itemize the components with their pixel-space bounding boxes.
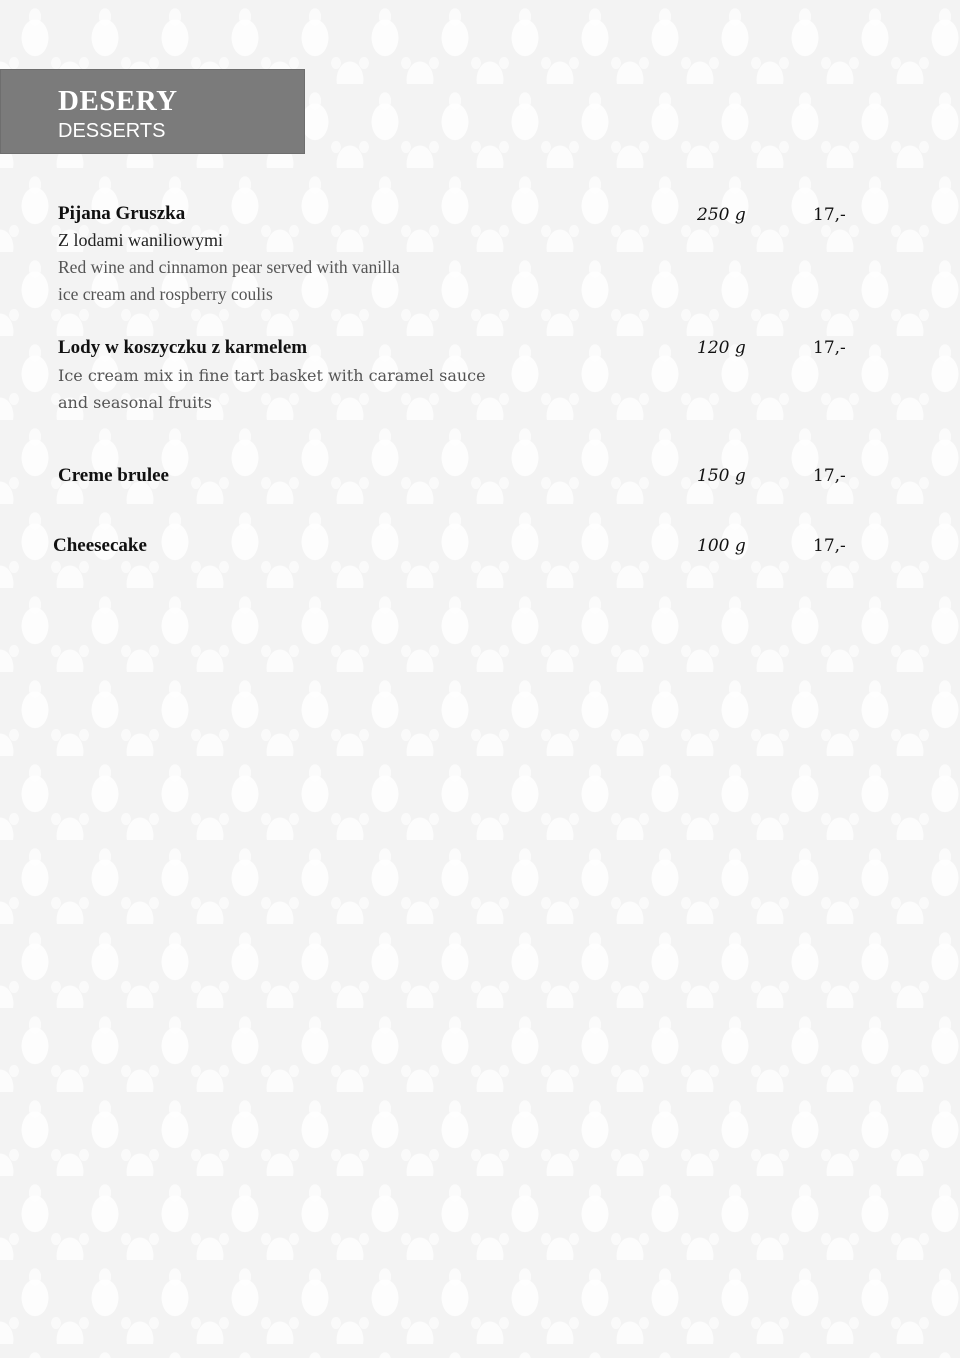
item-price: 17,- (813, 466, 846, 486)
item-price: 17,- (813, 536, 846, 556)
section-title: DESERY (58, 85, 178, 117)
menu-item-pijana-gruszka (58, 200, 400, 308)
item-name: Cheesecake (53, 535, 147, 556)
menu-item-lody-w-koszyczku (58, 334, 486, 416)
menu-item-cheesecake (53, 532, 147, 559)
item-description-line: Red wine and cinnamon pear served with vanilla (58, 257, 400, 277)
item-description-line: and seasonal fruits (58, 393, 212, 412)
item-weight: 120 g (697, 338, 746, 358)
item-name: Lody w koszyczku z karmelem (58, 337, 308, 358)
item-description-line: ice cream and rospberry coulis (58, 284, 273, 304)
section-subtitle: DESSERTS (58, 120, 166, 142)
item-subtitle: Z lodami waniliowymi (58, 230, 223, 250)
item-price: 17,- (813, 205, 846, 225)
menu-item-creme-brulee (58, 462, 169, 489)
item-price: 17,- (813, 338, 846, 358)
item-weight: 100 g (697, 536, 746, 556)
item-weight: 250 g (697, 205, 746, 225)
item-weight: 150 g (697, 466, 746, 486)
item-description-line: Ice cream mix in fine tart basket with caramel sauce (58, 366, 486, 385)
item-name: Pijana Gruszka (58, 203, 186, 224)
item-name: Creme brulee (58, 465, 169, 486)
